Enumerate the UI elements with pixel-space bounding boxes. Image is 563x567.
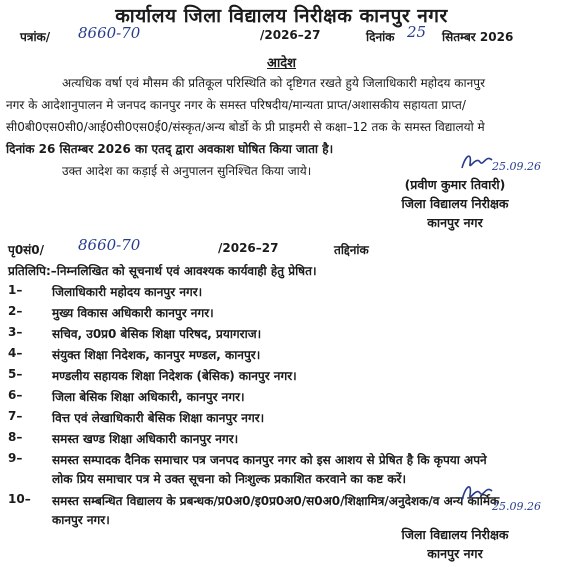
list-item: सचिव, उ0प्र0 बेसिक शिक्षा परिषद, प्रयागराज। bbox=[52, 327, 262, 341]
order-line-3: सी0बी0एस0सी0/आई0सी0एस0ई0/संस्कृत/अन्य बोर्डो के प्री प्राइमरी से कक्षा–12 तक के समस्त विद्यालयो मे bbox=[6, 120, 485, 134]
list-item-number: 8– bbox=[8, 430, 23, 444]
list-item-number: 1– bbox=[8, 283, 23, 297]
copy-ref-year: /2026–27 bbox=[218, 241, 279, 255]
list-item-continued: लोक प्रिय समाचार पत्र मे उक्त सूचना को निःशुल्क प्रकाशित करवाने का कष्ट करें। bbox=[52, 472, 407, 486]
signature-date-bottom: 25.09.26 bbox=[492, 500, 541, 513]
list-item-number: 3– bbox=[8, 325, 23, 339]
list-item-continued: कानपुर नगर। bbox=[52, 513, 110, 527]
signatory-name: (प्रवीण कुमार तिवारी) bbox=[404, 177, 506, 192]
list-item-number: 10– bbox=[8, 492, 31, 506]
bottom-place: कानपुर नगर bbox=[427, 546, 483, 561]
list-item-number: 6– bbox=[8, 388, 23, 402]
office-title: कार्यालय जिला विद्यालय निरीक्षक कानपुर नगर bbox=[115, 5, 448, 27]
list-item: वित्त एवं लेखाधिकारी बेसिक शिक्षा कानपुर नगर। bbox=[52, 411, 265, 425]
signatory-place: कानपुर नगर bbox=[427, 215, 483, 230]
list-item: समस्त खण्ड शिक्षा अधिकारी कानपुर नगर। bbox=[52, 432, 239, 446]
order-line-4: दिनांक 26 सितम्बर 2026 का एतद् द्वारा अवकाश घोषित किया जाता है। bbox=[6, 142, 334, 156]
date-day: 25 bbox=[407, 23, 427, 41]
list-item: समस्त सम्पादक दैनिक समाचार पत्र जनपद कानपुर नगर को इस आशय से प्रेषित है कि कृपया अपने bbox=[52, 453, 487, 467]
list-item: संयुक्त शिक्षा निदेशक, कानपुर मण्डल, कानपुर। bbox=[52, 348, 261, 362]
order-heading: आदेश bbox=[266, 56, 297, 71]
ref-label: पत्रांक/ bbox=[20, 30, 51, 44]
signature-date-top: 25.09.26 bbox=[492, 160, 541, 173]
list-item: मण्डलीय सहायक शिक्षा निदेशक (बेसिक) कानपुर नगर। bbox=[52, 369, 297, 383]
copy-ref-label: पृ0सं0/ bbox=[8, 243, 45, 257]
ref-number: 8660-70 bbox=[78, 24, 141, 42]
copy-intro: प्रतिलिपि:–निम्नलिखित को सूचनार्थ एवं आवश्यक कार्यवाही हेतु प्रेषित। bbox=[8, 264, 317, 278]
ref-year: /2026–27 bbox=[260, 28, 321, 42]
list-item-number: 2– bbox=[8, 304, 23, 318]
list-item: समस्त सम्बन्धित विद्यालय के प्रबन्धक/प्र0अ0/इ0प्र0अ0/स0अ0/शिक्षामित्र/अनुदेशक/व अन्य कार्मिक bbox=[52, 494, 500, 508]
date-label: दिनांक bbox=[366, 30, 395, 44]
order-line-1: अत्यधिक वर्षा एवं मौसम की प्रतिकूल परिस्थिति को दृष्टिगत रखते हुये जिलाधिकारी महोदय कानपुर bbox=[62, 76, 486, 90]
signatory-designation: जिला विद्यालय निरीक्षक bbox=[401, 196, 509, 211]
copy-ref-number: 8660-70 bbox=[78, 236, 141, 254]
bottom-designation: जिला विद्यालय निरीक्षक bbox=[401, 527, 509, 542]
list-item-number: 7– bbox=[8, 409, 23, 423]
list-item: जिला बेसिक शिक्षा अधिकारी, कानपुर नगर। bbox=[52, 390, 245, 404]
list-item: जिलाधिकारी महोदय कानपुर नगर। bbox=[52, 285, 203, 299]
copy-date-label: तद्दिनांक bbox=[334, 243, 369, 257]
order-line-2: नगर के आदेशानुपालन मे जनपद कानपुर नगर के समस्त परिषदीय/मान्यता प्राप्त/अशासकीय सहायता प्राप्त/ bbox=[6, 98, 466, 112]
order-line-5: उक्त आदेश का कड़ाई से अनुपालन सुनिश्चित किया जाये। bbox=[62, 164, 312, 178]
list-item-number: 4– bbox=[8, 346, 23, 360]
date-month-year: सितम्बर 2026 bbox=[442, 30, 514, 44]
list-item: मुख्य विकास अधिकारी कानपुर नगर। bbox=[52, 306, 214, 320]
list-item-number: 5– bbox=[8, 367, 23, 381]
list-item-number: 9– bbox=[8, 451, 23, 465]
